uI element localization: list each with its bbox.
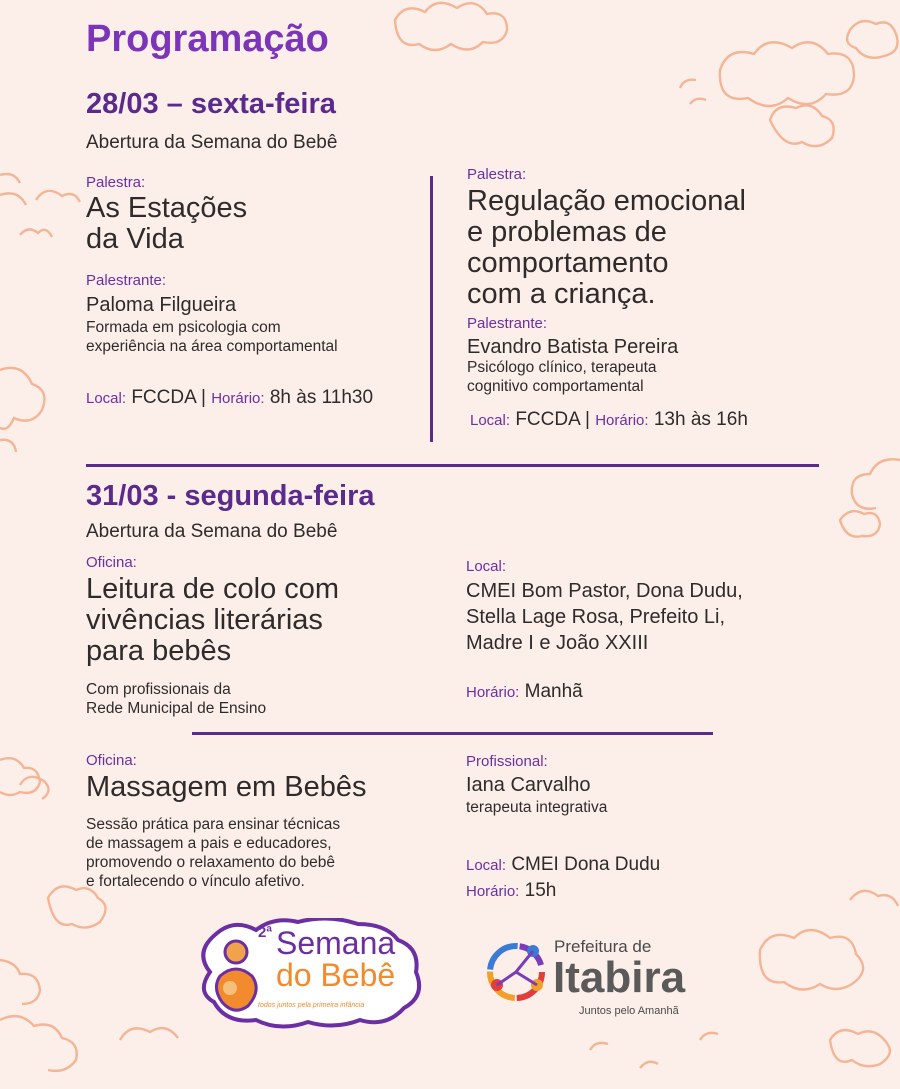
workshop-desc-line: Sessão prática para ensinar técnicas [86, 816, 341, 833]
time-value: 13h às 16h [653, 409, 748, 430]
day1-subtitle: Abertura da Semana do Bebê [86, 132, 338, 153]
talk-title-line: Regulação emocional [467, 185, 746, 217]
day1-left-speaker-desc [86, 318, 338, 356]
workshop-desc-line: promovendo o relaxamento do bebê [86, 854, 336, 871]
talk-title-line: comportamento [467, 247, 669, 279]
workshop1-type-label: Oficina: [86, 554, 137, 571]
time-label: Horário: [211, 390, 265, 407]
day1-left-talk-title [86, 193, 247, 255]
speaker-desc-line: cognitivo comportamental [467, 378, 644, 395]
workshop2-time [466, 880, 556, 902]
local-label: Local: [86, 390, 127, 407]
city-logo [483, 935, 713, 1025]
workshop2-type-label: Oficina: [86, 752, 137, 769]
day1-left-speaker-label: Palestrante: [86, 272, 167, 289]
day2-subtitle: Abertura da Semana do Bebê [86, 521, 338, 542]
workshop1-time [466, 681, 583, 703]
workshop-title-line: vivências literárias [86, 604, 323, 636]
workshop2-location [466, 854, 660, 876]
vertical-divider [430, 176, 433, 442]
local-label: Local: [466, 857, 507, 874]
local-value: CMEI Dona Dudu [511, 854, 661, 875]
workshop-desc-line: e fortalecendo o vínculo afetivo. [86, 873, 305, 890]
talk-title-line: com a criança. [467, 278, 656, 310]
event-logo-tagline: todos juntos pela primeira infância [258, 1002, 365, 1009]
time-value: 15h [524, 880, 557, 901]
event-logo-word1: Semana [276, 925, 396, 961]
workshop-desc-line: de massagem a pais e educadores, [86, 835, 332, 852]
day1-left-type-label: Palestra: [86, 174, 146, 191]
local-value: FCCDA [131, 387, 196, 408]
workshop2-professional-role: terapeuta integrativa [466, 799, 608, 816]
event-logo-word2: do Bebê [276, 957, 396, 993]
city-logo-emblem-icon [483, 939, 549, 1005]
time-label: Horário: [466, 684, 520, 701]
day1-right-speaker-desc [467, 358, 657, 396]
time-label: Horário: [595, 412, 649, 429]
talk-title-line: As Estações [86, 192, 248, 224]
time-value: Manhã [524, 681, 583, 702]
workshop1-locations [466, 578, 743, 656]
time-label: Horário: [466, 883, 520, 900]
day1-right-talk-title [467, 186, 746, 310]
day1-left-speaker-name: Paloma Filgueira [86, 294, 237, 316]
workshop2-professional-name: Iana Carvalho [466, 774, 591, 796]
location-line: Madre I e João XXIII [466, 632, 649, 654]
local-label: Local: [470, 412, 511, 429]
event-logo-edition: 2ª [258, 924, 272, 941]
workshop2-professional-label: Profissional: [466, 753, 548, 770]
separator: | [201, 387, 206, 408]
workshop-divider [192, 732, 713, 735]
day1-right-speaker-name: Evandro Batista Pereira [467, 336, 679, 358]
event-logo [190, 918, 422, 1030]
city-logo-name: Itabira [553, 953, 686, 1002]
talk-title-line: e problemas de [467, 216, 667, 248]
location-line: CMEI Bom Pastor, Dona Dudu, [466, 580, 743, 602]
day1-right-location [470, 409, 748, 431]
workshop-title-line: para bebês [86, 635, 232, 667]
workshop2-title: Massagem em Bebês [86, 771, 367, 803]
speaker-desc-line: Formada em psicologia com [86, 319, 281, 336]
workshop1-title [86, 574, 339, 667]
day1-date: 28/03 – sexta-feira [86, 88, 336, 120]
local-value: FCCDA [515, 409, 580, 430]
city-logo-prefix: Prefeitura de [554, 937, 652, 956]
day1-left-location [86, 387, 373, 409]
workshop1-desc [86, 680, 266, 718]
workshop2-desc [86, 815, 340, 891]
speaker-desc-line: Psicólogo clínico, terapeuta [467, 359, 657, 376]
workshop-desc-line: Com profissionais da [86, 681, 231, 698]
page-title: Programação [86, 18, 329, 60]
section-divider [86, 464, 819, 467]
day2-date: 31/03 - segunda-feira [86, 480, 375, 512]
location-line: Stella Lage Rosa, Prefeito Li, [466, 606, 726, 628]
speaker-desc-line: experiência na área comportamental [86, 338, 338, 355]
workshop-desc-line: Rede Municipal de Ensino [86, 700, 267, 717]
day1-right-type-label: Palestra: [467, 166, 527, 183]
day1-right-speaker-label: Palestrante: [467, 315, 548, 332]
talk-title-line: da Vida [86, 223, 184, 255]
time-value: 8h às 11h30 [269, 387, 374, 408]
city-logo-slogan: Juntos pelo Amanhã [579, 1005, 679, 1017]
workshop1-local-label: Local: [466, 558, 507, 575]
separator: | [585, 409, 590, 430]
workshop-title-line: Leitura de colo com [86, 573, 340, 605]
